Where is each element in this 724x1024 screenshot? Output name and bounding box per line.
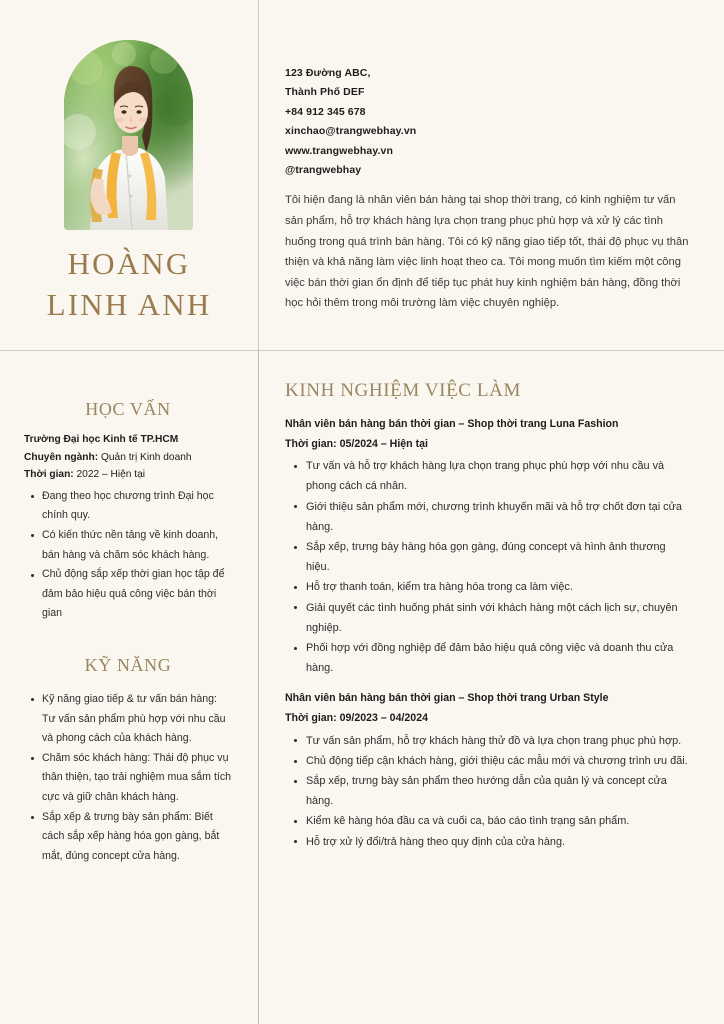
contact-social-handle[interactable]: @trangwebhay — [285, 164, 362, 177]
name-line-first: HOÀNG — [67, 246, 191, 281]
education-time-value: 2022 – Hiện tại — [73, 469, 146, 481]
list-item: Chủ động sắp xếp thời gian học tập để đảm bảo hiệu quả công việc bán thời gian — [24, 565, 232, 624]
list-item: Kỹ năng giao tiếp & tư vấn bán hàng: Tư vấn sản phẩm phù hợp với nhu cầu và phong cách của khách hàng. — [24, 690, 232, 749]
job-time: Thời gian: 05/2024 – Hiện tại — [285, 437, 428, 450]
education-time-label: Thời gian: — [24, 469, 74, 481]
contact-website[interactable]: www.trangwebhay.vn — [285, 144, 393, 157]
list-item: Hỗ trợ thanh toán, kiểm tra hàng hóa trong ca làm việc. — [285, 577, 690, 597]
experience-entry-1 — [285, 415, 690, 678]
experience-entry-2 — [285, 689, 690, 851]
contact-email[interactable]: xinchao@trangwebhay.vn — [285, 125, 417, 138]
list-item: Chăm sóc khách hàng: Thái độ phục vụ thân thiện, tạo trải nghiệm mua sắm tích cực và giữ chân khách hàng. — [24, 749, 232, 808]
contact-address-line-2: Thành Phố DEF — [285, 86, 365, 99]
left-column — [0, 351, 258, 1024]
education-school: Trường Đại học Kinh tế TP.HCM — [24, 434, 179, 445]
list-item: Sắp xếp, trưng bày hàng hóa gọn gàng, đúng concept và hình ảnh thương hiệu. — [285, 537, 690, 577]
profile-photo — [64, 40, 193, 230]
job-title: Nhân viên bán hàng bán thời gian – Shop thời trang Luna Fashion — [285, 418, 619, 430]
list-item: Sắp xếp & trưng bày sản phẩm: Biết cách sắp xếp hàng hóa gọn gàng, bắt mắt, đúng concept cửa hàng. — [24, 808, 232, 867]
job-time: Thời gian: 09/2023 – 04/2024 — [285, 712, 428, 725]
list-item: Hỗ trợ xử lý đổi/trả hàng theo quy định của cửa hàng. — [285, 832, 690, 852]
contact-summary-block — [259, 0, 724, 350]
list-item: Giới thiệu sản phẩm mới, chương trình khuyến mãi và hỗ trợ chốt đơn tại cửa hàng. — [285, 497, 690, 537]
profile-summary: Tôi hiện đang là nhân viên bán hàng tại shop thời trang, có kinh nghiệm tư vấn sản phẩm, hỗ trợ khách hàng lựa chọn trang phục phù hợp và xử lý các tình huống trong quá trình bán hàng. Tôi có kỹ năng giao tiếp tốt, thái độ phục vụ thân thiện và khả năng làm việc linh hoạt theo ca. Tôi mong muốn tìm kiếm một công việc bán thời gian ổn định để tiếp tục phát huy kinh nghiệm bán hàng, đồng thời học hỏi thêm trong môi trường làm việc chuyên nghiệp. — [285, 194, 689, 310]
list-item: Sắp xếp, trưng bày sản phẩm theo hướng dẫn của quản lý và concept cửa hàng. — [285, 771, 690, 811]
list-item: Có kiến thức nền tảng về kinh doanh, bán hàng và chăm sóc khách hàng. — [24, 526, 232, 565]
list-item: Tư vấn sản phẩm, hỗ trợ khách hàng thử đồ và lựa chọn trang phục phù hợp. — [285, 731, 690, 751]
contact-address-line-1: 123 Đường ABC, — [285, 67, 371, 79]
job-title: Nhân viên bán hàng bán thời gian – Shop thời trang Urban Style — [285, 692, 609, 705]
right-column — [259, 351, 724, 1024]
list-item: Tư vấn và hỗ trợ khách hàng lựa chọn trang phục phù hợp với nhu cầu và phong cách cá nhân. — [285, 456, 690, 496]
education-major-label: Chuyên ngành: — [24, 451, 99, 463]
education-major — [24, 449, 232, 467]
name-line-last: LINH ANH — [46, 287, 212, 322]
education-bullet-list — [24, 487, 232, 624]
job-bullet-list — [285, 456, 690, 678]
candidate-name — [0, 243, 258, 325]
contact-phone[interactable]: +84 912 345 678 — [285, 105, 366, 118]
profile-block — [0, 0, 258, 350]
experience-heading: KINH NGHIỆM VIỆC LÀM — [285, 380, 521, 401]
skills-bullet-list — [24, 690, 232, 866]
education-time — [24, 466, 232, 484]
list-item: Giải quyết các tình huống phát sinh với khách hàng một cách lịch sự, chuyên nghiệp. — [285, 598, 690, 638]
skills-heading: KỸ NĂNG — [84, 654, 172, 675]
education-heading: HỌC VẤN — [85, 399, 171, 419]
education-major-value: Quản trị Kinh doanh — [98, 451, 192, 463]
list-item: Kiểm kê hàng hóa đầu ca và cuối ca, báo cáo tình trạng sản phẩm. — [285, 811, 690, 831]
list-item: Phối hợp với đồng nghiệp để đảm bảo hiệu quả công việc và doanh thu cửa hàng. — [285, 638, 690, 678]
job-bullet-list — [285, 731, 690, 852]
list-item: Chủ động tiếp cận khách hàng, giới thiệu các mẫu mới và chương trình ưu đãi. — [285, 751, 690, 771]
portrait-photo-illustration — [64, 40, 193, 230]
list-item: Đang theo học chương trình Đại học chính quy. — [24, 487, 232, 526]
